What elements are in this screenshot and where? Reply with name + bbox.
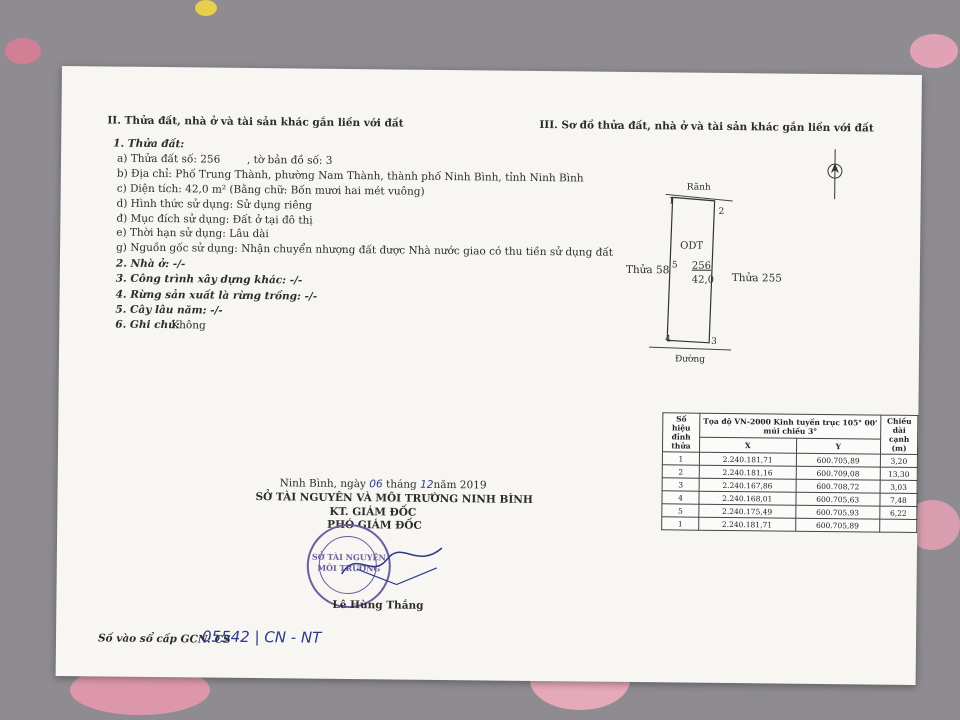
cell-point: 2 xyxy=(662,465,699,478)
left-neighbor: Thửa 58 xyxy=(625,263,670,277)
cell-length: 3,20 xyxy=(880,454,917,467)
note-value: Không xyxy=(171,319,206,332)
cell-x: 2.240.167,86 xyxy=(699,478,796,492)
cell-x: 2.240.168,01 xyxy=(699,491,796,505)
point-3: 3 xyxy=(711,336,717,347)
address: b) Địa chỉ: Phố Trung Thành, phường Nam Thành, thành phố Ninh Bình, tỉnh Ninh Bình xyxy=(116,167,584,185)
date-year: năm 2019 xyxy=(433,478,487,492)
cell-point: 3 xyxy=(662,478,699,491)
deputy-director: PHÓ GIÁM ĐỐC xyxy=(327,518,422,532)
date-day: 06 xyxy=(369,478,383,491)
col-y: Y xyxy=(796,438,881,454)
register-number: 05542 | CN - NT xyxy=(201,627,322,647)
col-point: Số hiệu đỉnh thửa xyxy=(662,413,699,452)
cell-length: 3,03 xyxy=(880,480,917,493)
signer-name: Lê Hùng Thắng xyxy=(332,598,424,612)
certificate-page xyxy=(56,66,922,685)
cell-point: 5 xyxy=(662,504,699,517)
house: 2. Nhà ở: -/- xyxy=(115,257,186,271)
note-label: 6. Ghi chú: xyxy=(115,318,180,332)
date-month-word: tháng xyxy=(385,478,417,491)
bottom-label: Đường xyxy=(674,354,706,365)
cell-y: 600.708,72 xyxy=(796,479,881,493)
land-origin: g) Nguồn gốc sử dụng: Nhận chuyển nhượng đất được Nhà nước giao có thu tiền sử dụng đất xyxy=(116,241,614,259)
cell-x: 2.240.181,71 xyxy=(699,452,796,466)
point-1: 1 xyxy=(668,196,675,207)
cell-x: 2.240.181,16 xyxy=(699,465,796,479)
cell-length: 7,48 xyxy=(880,493,917,506)
cell-point: 4 xyxy=(662,491,699,504)
other-works: 3. Công trình xây dựng khác: -/- xyxy=(115,272,303,287)
seal-text: SỞ TÀI NGUYÊN MÔI TRƯỜNG xyxy=(311,551,386,574)
signature-scribble xyxy=(337,539,448,590)
cell-length: 13,30 xyxy=(880,467,917,480)
area: c) Diện tích: 42,0 m² (Bằng chữ: Bốn mươi hai mét vuông) xyxy=(116,182,425,198)
cell-x: 2.240.175,49 xyxy=(699,504,796,518)
perennial-trees: 5. Cây lâu năm: -/- xyxy=(115,303,223,317)
section2-title: II. Thửa đất, nhà ở và tài sản khác gắn liền với đất xyxy=(107,114,404,130)
coordinate-table xyxy=(661,412,918,533)
point-5: 5 xyxy=(671,260,678,271)
cell-x: 2.240.181,71 xyxy=(699,517,796,531)
parcel-number: a) Thửa đất số: 256 xyxy=(116,152,221,166)
background-blob xyxy=(910,34,958,68)
top-label: Rãnh xyxy=(686,182,711,193)
col-coord: Tọa độ VN-2000 Kinh tuyến trục 105° 00' múi chiếu 3° xyxy=(700,413,881,439)
issuing-org: SỞ TÀI NGUYÊN VÀ MÔI TRƯỜNG NINH BÌNH xyxy=(255,491,533,506)
forest: 4. Rừng sản xuất là rừng trồng: -/- xyxy=(115,288,318,303)
use-form: d) Hình thức sử dụng: Sử dụng riêng xyxy=(116,197,313,212)
kt-director: KT. GIÁM ĐỐC xyxy=(329,505,417,519)
col-x: X xyxy=(699,437,796,453)
cell-y: 600.705,93 xyxy=(795,505,880,519)
cell-y: 600.705,63 xyxy=(795,492,880,506)
point-2: 2 xyxy=(718,206,725,217)
section3-title: III. Sơ đồ thửa đất, nhà ở và tài sản khác gắn liền với đất xyxy=(539,119,874,135)
right-neighbor: Thửa 255 xyxy=(731,272,783,285)
land-heading: 1. Thửa đất: xyxy=(113,137,185,151)
cell-y: 600.705,89 xyxy=(796,453,881,467)
cell-point: 1 xyxy=(662,452,699,465)
cell-y: 600.709,08 xyxy=(796,466,881,480)
table-row xyxy=(662,517,917,533)
date-prefix: Ninh Bình, ngày xyxy=(279,477,367,491)
cell-length xyxy=(880,519,917,532)
cell-y: 600.705,89 xyxy=(795,518,880,532)
cell-point: 1 xyxy=(662,517,699,530)
date-line xyxy=(280,477,487,491)
background-blob xyxy=(195,0,217,16)
use-purpose: đ) Mục đích sử dụng: Đất ở tại đô thị xyxy=(116,212,313,227)
register-label: Số vào sổ cấp GCN: CS xyxy=(97,632,231,646)
cell-length: 6,22 xyxy=(880,506,917,519)
date-month: 12 xyxy=(420,478,434,491)
land-type-label: ODT xyxy=(680,240,704,252)
parcel-label: 256 xyxy=(691,260,712,272)
map-sheet: , tờ bản đồ số: 3 xyxy=(246,153,333,167)
point-4: 4 xyxy=(665,334,671,345)
area-label: 42,0 xyxy=(691,274,715,286)
north-arrow-icon xyxy=(823,149,848,199)
col-length: Chiều dài cạnh (m) xyxy=(880,415,917,454)
background-blob xyxy=(5,38,41,64)
use-term: e) Thời hạn sử dụng: Lâu dài xyxy=(116,226,269,241)
